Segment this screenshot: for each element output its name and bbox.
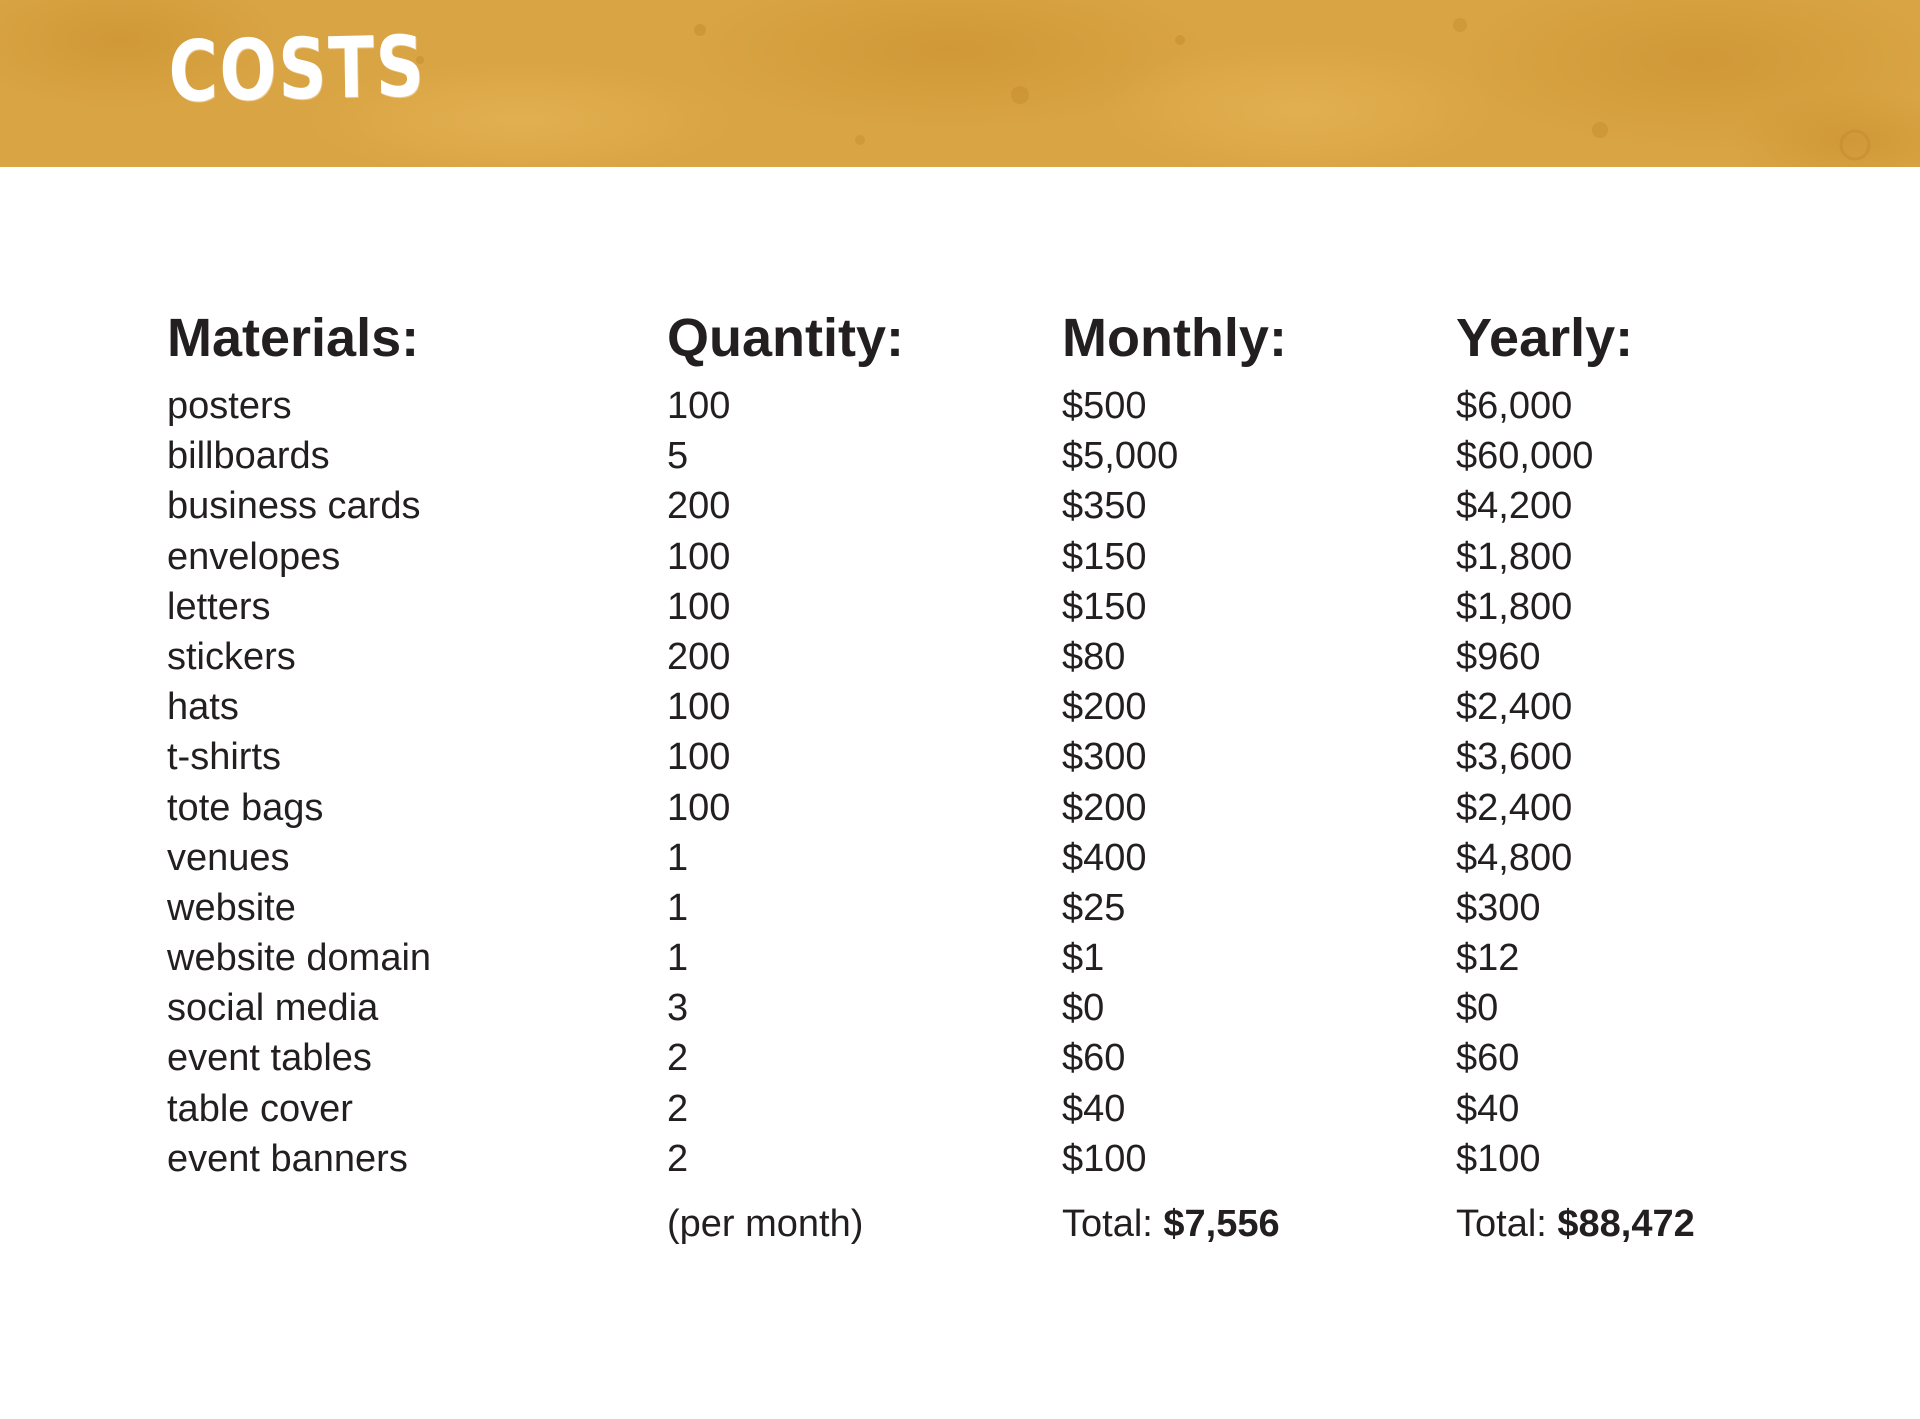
materials-header: Materials:	[167, 308, 420, 368]
yearly-list	[1456, 381, 1876, 1184]
quantity-cell: 1	[667, 886, 689, 929]
yearly-cost-cell: $4,800	[1456, 836, 1573, 879]
quantity-cell: 5	[667, 435, 689, 478]
material-cell: letters	[167, 585, 271, 628]
monthly-cost-cell: $500	[1062, 385, 1147, 427]
yearly-column	[1456, 305, 1876, 1249]
material-cell: website domain	[167, 937, 432, 980]
yearly-cost-cell: $2,400	[1456, 786, 1573, 829]
monthly-cost-cell: $300	[1062, 736, 1147, 779]
yearly-cost-cell: $6,000	[1456, 385, 1573, 427]
material-cell: social media	[167, 987, 379, 1030]
material-cell: t-shirts	[167, 736, 281, 779]
monthly-cost-cell: $200	[1062, 686, 1147, 729]
monthly-total-value: $7,556	[1163, 1203, 1280, 1245]
quantity-cell: 2	[667, 1137, 689, 1180]
quantity-cell: 100	[667, 585, 731, 628]
monthly-cost-cell: $350	[1062, 485, 1147, 528]
quantity-cell: 1	[667, 836, 689, 879]
materials-list	[167, 381, 647, 1184]
quantity-cell: 100	[667, 535, 731, 578]
quantity-cell: 100	[667, 786, 731, 829]
monthly-list	[1062, 381, 1442, 1184]
yearly-cost-cell: $12	[1456, 937, 1520, 980]
material-cell: venues	[167, 836, 290, 879]
material-cell: billboards	[167, 435, 330, 478]
material-cell: event banners	[167, 1137, 408, 1180]
monthly-total-label: Total:	[1062, 1203, 1153, 1245]
monthly-cost-cell: $80	[1062, 635, 1126, 678]
page-title: COSTS	[167, 17, 427, 121]
yearly-cost-cell: $100	[1456, 1137, 1541, 1180]
quantity-list	[667, 381, 1047, 1184]
quantity-header: Quantity:	[667, 308, 904, 368]
yearly-total	[1456, 1199, 1876, 1249]
materials-column	[167, 305, 647, 1184]
header-banner	[0, 0, 1920, 167]
monthly-cost-cell: $100	[1062, 1137, 1147, 1180]
material-cell: business cards	[167, 485, 421, 528]
yearly-cost-cell: $960	[1456, 635, 1541, 678]
quantity-cell: 2	[667, 1037, 689, 1080]
monthly-column	[1062, 305, 1442, 1249]
yearly-cost-cell: $4,200	[1456, 485, 1573, 528]
material-cell: website	[167, 886, 296, 929]
material-cell: posters	[167, 385, 292, 427]
yearly-cost-cell: $3,600	[1456, 736, 1573, 779]
quantity-cell: 200	[667, 635, 731, 678]
material-cell: event tables	[167, 1037, 372, 1080]
material-cell: hats	[167, 686, 239, 729]
monthly-cost-cell: $1	[1062, 937, 1105, 980]
quantity-cell: 2	[667, 1087, 689, 1130]
yearly-cost-cell: $60,000	[1456, 435, 1594, 478]
yearly-cost-cell: $0	[1456, 987, 1499, 1030]
monthly-cost-cell: $60	[1062, 1037, 1126, 1080]
monthly-cost-cell: $400	[1062, 836, 1147, 879]
material-cell: table cover	[167, 1087, 353, 1130]
quantity-cell: 1	[667, 937, 689, 980]
yearly-cost-cell: $1,800	[1456, 585, 1573, 628]
material-cell: tote bags	[167, 786, 324, 829]
monthly-total	[1062, 1199, 1442, 1249]
monthly-cost-cell: $150	[1062, 535, 1147, 578]
yearly-cost-cell: $300	[1456, 886, 1541, 929]
yearly-cost-cell: $2,400	[1456, 686, 1573, 729]
quantity-cell: 100	[667, 385, 731, 427]
yearly-total-label: Total:	[1456, 1203, 1547, 1245]
quantity-cell: 100	[667, 686, 731, 729]
yearly-cost-cell: $60	[1456, 1037, 1520, 1080]
monthly-cost-cell: $25	[1062, 886, 1126, 929]
monthly-cost-cell: $150	[1062, 585, 1147, 628]
quantity-cell: 3	[667, 987, 689, 1030]
yearly-header: Yearly:	[1456, 308, 1634, 368]
quantity-column	[667, 305, 1047, 1249]
quantity-cell: 100	[667, 736, 731, 779]
quantity-note: (per month)	[667, 1203, 864, 1245]
material-cell: envelopes	[167, 535, 341, 578]
yearly-cost-cell: $40	[1456, 1087, 1520, 1130]
monthly-header: Monthly:	[1062, 308, 1287, 368]
monthly-cost-cell: $0	[1062, 987, 1105, 1030]
monthly-cost-cell: $200	[1062, 786, 1147, 829]
quantity-cell: 200	[667, 485, 731, 528]
yearly-total-value: $88,472	[1557, 1203, 1695, 1245]
material-cell: stickers	[167, 635, 296, 678]
monthly-cost-cell: $5,000	[1062, 435, 1179, 478]
monthly-cost-cell: $40	[1062, 1087, 1126, 1130]
yearly-cost-cell: $1,800	[1456, 535, 1573, 578]
